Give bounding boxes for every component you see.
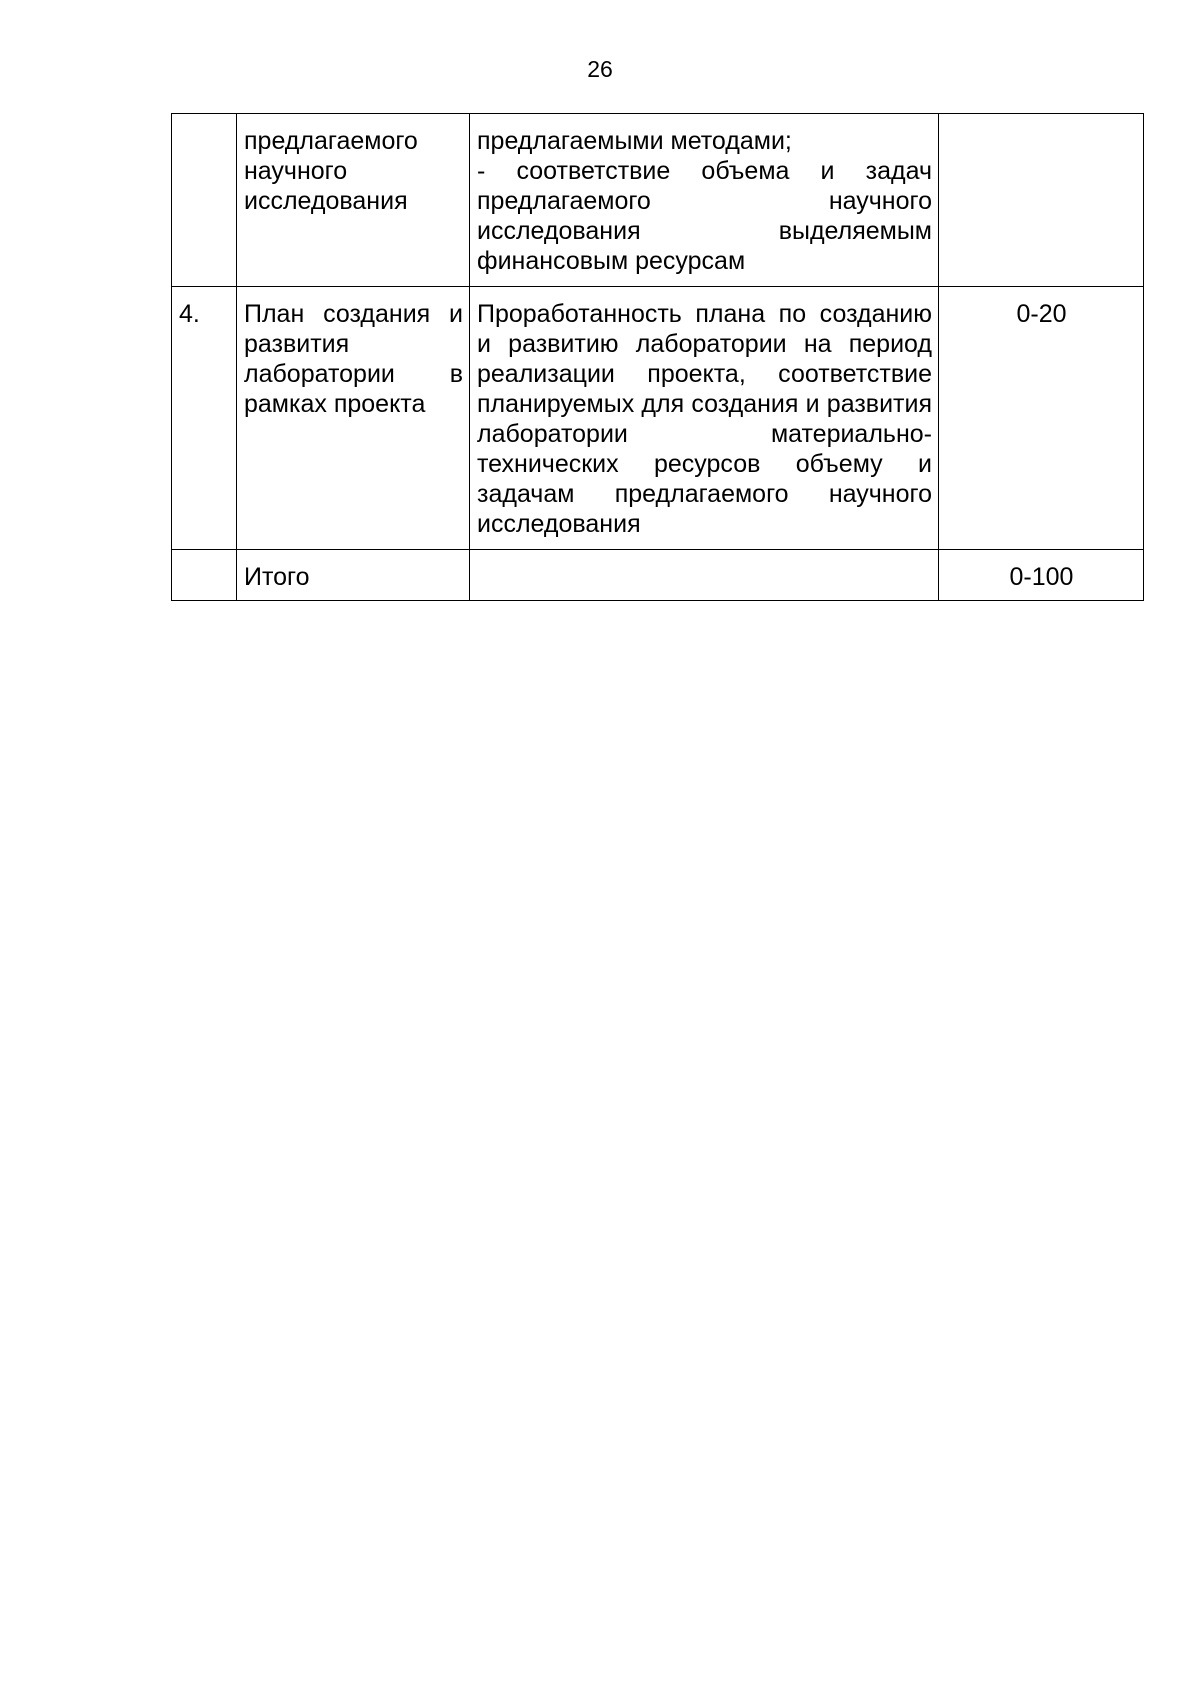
table-row [172,550,1144,601]
description-line: исследования выделяемым [477,217,932,245]
row-number-cell [172,550,237,601]
row-number-cell: 4. [172,287,237,550]
criterion-description-cell [470,550,939,601]
description-line: - соответствие объема и задач [477,157,932,185]
page-number: 26 [587,56,613,82]
criteria-table [171,113,1144,601]
criterion-name-cell: предлагаемого научного исследования [237,114,470,287]
description-line: предлагаемого научного [477,187,932,215]
criterion-name-cell: План создания и развития лаборатории в рамках проекта [237,287,470,550]
criterion-description-cell [470,114,939,287]
description-line: предлагаемыми методами; [477,127,792,155]
score-cell: 0-20 [939,287,1144,550]
criterion-name-cell: Итого [237,550,470,601]
table-row [172,287,1144,550]
description-line: финансовым ресурсам [477,247,746,275]
score-cell [939,114,1144,287]
score-cell: 0-100 [939,550,1144,601]
table-row [172,114,1144,287]
criterion-description-cell: Проработанность плана по созданию и развитию лаборатории на период реализации проекта, соответствие планируемых для создания и развития лаборатории материально-технических ресурсов объему и задачам предлагаемого научного исследования [470,287,939,550]
row-number-cell [172,114,237,287]
